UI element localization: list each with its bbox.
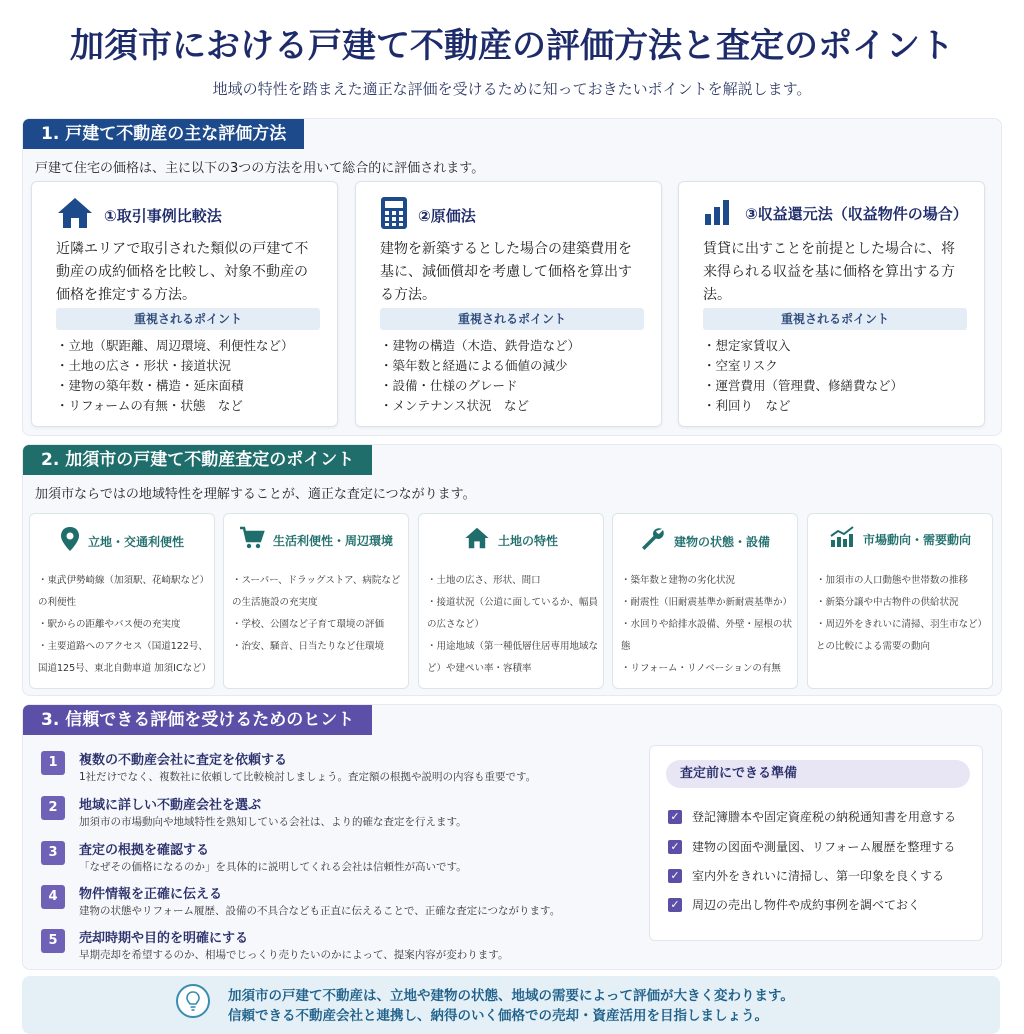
list-item: ・ リフォーム・リノベーションの有無 [621, 658, 793, 680]
checklist-text: 建物の図面や測量図、リフォーム履歴を整理する [692, 840, 956, 854]
point-card [418, 513, 604, 689]
point-list [703, 336, 903, 416]
point-list [621, 570, 793, 680]
shopping-cart-icon [239, 526, 265, 554]
list-item: ・ 用途地域（第一種低層住居専用地域など）や建ぺい率・容積率 [427, 636, 599, 680]
tip-item [41, 794, 641, 834]
page-title: 加須市における戸建て不動産の評価方法と査定のポイント [70, 26, 954, 66]
checklist-item [668, 808, 956, 825]
method-card [31, 181, 338, 427]
point-list [380, 336, 580, 416]
point-card [807, 513, 993, 689]
point-card [29, 513, 215, 689]
method-title: ②原価法 [418, 206, 476, 225]
point-list [56, 336, 294, 416]
list-item: ・ 加須市の人口動態や世帯数の推移 [816, 570, 988, 592]
point-label: 重視されるポイント [703, 308, 967, 330]
point-list [232, 570, 404, 658]
preparation-title: 査定前にできる準備 [666, 760, 970, 788]
list-item: ・ 立地（駅距離、周辺環境、利便性など） [56, 336, 294, 356]
section-evaluation-methods [22, 118, 1002, 436]
method-description: 建物を新築するとした場合の建築費用を基に、減価償却を考慮して価格を算出する方法。 [380, 241, 632, 303]
bar-chart-icon [703, 196, 735, 230]
tip-number: 2 [41, 796, 65, 820]
trend-chart-icon [829, 526, 855, 552]
preparation-box [649, 745, 983, 941]
list-item: ・ 水回りや給排水設備、外壁・屋根の状態 [621, 614, 793, 658]
list-item: ・ 東武伊勢崎線（加須駅、花崎駅など）の利便性 [38, 570, 210, 614]
point-list [427, 570, 599, 680]
list-item: ・ 建物の構造（木造、鉄骨造など） [380, 336, 580, 356]
section-lead: 戸建て住宅の価格は、主に以下の3つの方法を用いて総合的に評価されます。 [35, 161, 485, 176]
checkbox-icon: ✓ [668, 898, 682, 912]
tip-text: 早期売却を希望するのか、相場でじっくり売りたいのかによって、提案内容が変わります。 [79, 949, 509, 961]
list-item: ・ リフォームの有無・状態 など [56, 396, 294, 416]
map-pin-icon [60, 526, 80, 556]
checklist-item [668, 867, 944, 884]
tip-text: 加須市の市場動向や地域特性を熟知している会社は、より的確な査定を行えます。 [79, 816, 467, 828]
checklist-text: 室内外をきれいに清掃し、第一印象を良くする [692, 869, 945, 883]
house-icon [56, 196, 94, 234]
summary-footer [22, 976, 1000, 1034]
tip-item [41, 749, 641, 789]
tip-text: 1社だけでなく、複数社に依頼して比較検討しましょう。査定額の根拠や説明の内容も重要です。 [79, 771, 537, 783]
checklist-item [668, 838, 955, 855]
list-item: ・ 想定家賃収入 [703, 336, 903, 356]
house-icon [464, 526, 490, 554]
wrench-icon [640, 526, 666, 556]
method-card [355, 181, 662, 427]
checkbox-icon: ✓ [668, 869, 682, 883]
lightbulb-icon [176, 984, 210, 1018]
list-item: ・ 主要道路へのアクセス（国道122号、国道125号、東北自動車道 加須ICなど） [38, 636, 210, 680]
list-item: ・ 周辺外をきれいに清掃、羽生市など）との比較による需要の動向 [816, 614, 988, 658]
tip-title: 売却時期や目的を明確にする [79, 931, 249, 946]
list-item: ・ 利回り など [703, 396, 903, 416]
list-item: ・ 運営費用（管理費、修繕費など） [703, 376, 903, 396]
point-title: 市場動向・需要動向 [862, 532, 971, 547]
section-lead: 加須市ならではの地域特性を理解することが、適正な査定につながります。 [35, 487, 476, 502]
section-tips [22, 704, 1002, 970]
list-item: ・ 築年数と経過による価値の減少 [380, 356, 580, 376]
point-list [38, 570, 210, 680]
section-heading: 3. 信頼できる評価を受けるためのヒント [23, 705, 372, 735]
list-item: ・ 駅からの距離やバス便の充実度 [38, 614, 210, 636]
checklist-text: 周辺の売出し物件や成約事例を調べておく [692, 898, 921, 912]
list-item: ・ 耐震性（旧耐震基準か新耐震基準か） [621, 592, 793, 614]
list-item: ・ 治安、騒音、日当たりなど住環境 [232, 636, 404, 658]
tip-title: 複数の不動産会社に査定を依頼する [79, 753, 288, 768]
section-heading: 2. 加須市の戸建て不動産査定のポイント [23, 445, 372, 475]
calculator-icon [380, 196, 408, 234]
tip-number: 3 [41, 841, 65, 865]
tip-item [41, 927, 641, 967]
method-description: 近隣エリアで取引された類似の戸建て不動産の成約価格を比較し、対象不動産の価格を推定する方法。 [56, 241, 309, 303]
tip-number: 5 [41, 929, 65, 953]
tip-number: 1 [41, 751, 65, 775]
checkbox-icon: ✓ [668, 840, 682, 854]
method-card [678, 181, 985, 427]
page-subtitle: 地域の特性を踏まえた適正な評価を受けるために知っておきたいポイントを解説します。 [212, 80, 812, 98]
method-description: 賃貸に出すことを前提とした場合に、将来得られる収益を基に価格を算出する方法。 [703, 241, 955, 303]
point-title: 建物の状態・設備 [673, 534, 770, 549]
point-title: 立地・交通利便性 [87, 534, 184, 549]
summary-line: 加須市の戸建て不動産は、立地や建物の状態、地域の需要によって評価が大きく変わります。 [228, 988, 794, 1004]
tip-number: 4 [41, 885, 65, 909]
list-item: ・ 新築分譲や中古物件の供給状況 [816, 592, 988, 614]
tip-title: 物件情報を正確に伝える [79, 887, 223, 902]
list-item: ・ 接道状況（公道に面しているか、幅員の広さなど） [427, 592, 599, 636]
point-card [612, 513, 798, 689]
section-assessment-points [22, 444, 1002, 696]
list-item: ・ スーパー、ドラッグストア、病院などの生活施設の充実度 [232, 570, 404, 614]
point-card [223, 513, 409, 689]
tip-title: 地域に詳しい不動産会社を選ぶ [79, 798, 262, 813]
tip-item [41, 883, 641, 923]
list-item: ・ 設備・仕様のグレード [380, 376, 580, 396]
method-title: ①取引事例比較法 [104, 206, 222, 225]
checkbox-icon: ✓ [668, 810, 682, 824]
list-item: ・ 築年数と建物の劣化状況 [621, 570, 793, 592]
tip-item [41, 839, 641, 879]
point-label: 重視されるポイント [56, 308, 320, 330]
tip-title: 査定の根拠を確認する [79, 843, 210, 858]
summary-line: 信頼できる不動産会社と連携し、納得のいく価格での売却・資産活用を目指しましょう。 [228, 1008, 768, 1024]
list-item: ・ メンテナンス状況 など [380, 396, 580, 416]
checklist-item [668, 896, 920, 913]
point-title: 生活利便性・周辺環境 [272, 533, 393, 548]
checklist-text: 登記簿謄本や固定資産税の納税通知書を用意する [692, 810, 957, 824]
section-heading: 1. 戸建て不動産の主な評価方法 [23, 119, 304, 149]
point-label: 重視されるポイント [380, 308, 644, 330]
list-item: ・ 土地の広さ、形状、間口 [427, 570, 599, 592]
tip-text: 建物の状態やリフォーム履歴、設備の不具合なども正直に伝えることで、正確な査定につながります。 [79, 905, 561, 917]
point-list [816, 570, 988, 658]
tip-text: 「なぜその価格になるのか」を具体的に説明してくれる会社は信頼性が高いです。 [79, 861, 467, 873]
list-item: ・ 土地の広さ・形状・接道状況 [56, 356, 294, 376]
list-item: ・ 学校、公園など子育て環境の評価 [232, 614, 404, 636]
point-title: 土地の特性 [497, 533, 558, 548]
list-item: ・ 空室リスク [703, 356, 903, 376]
list-item: ・ 建物の築年数・構造・延床面積 [56, 376, 294, 396]
method-title: ③収益還元法（収益物件の場合） [745, 204, 968, 223]
